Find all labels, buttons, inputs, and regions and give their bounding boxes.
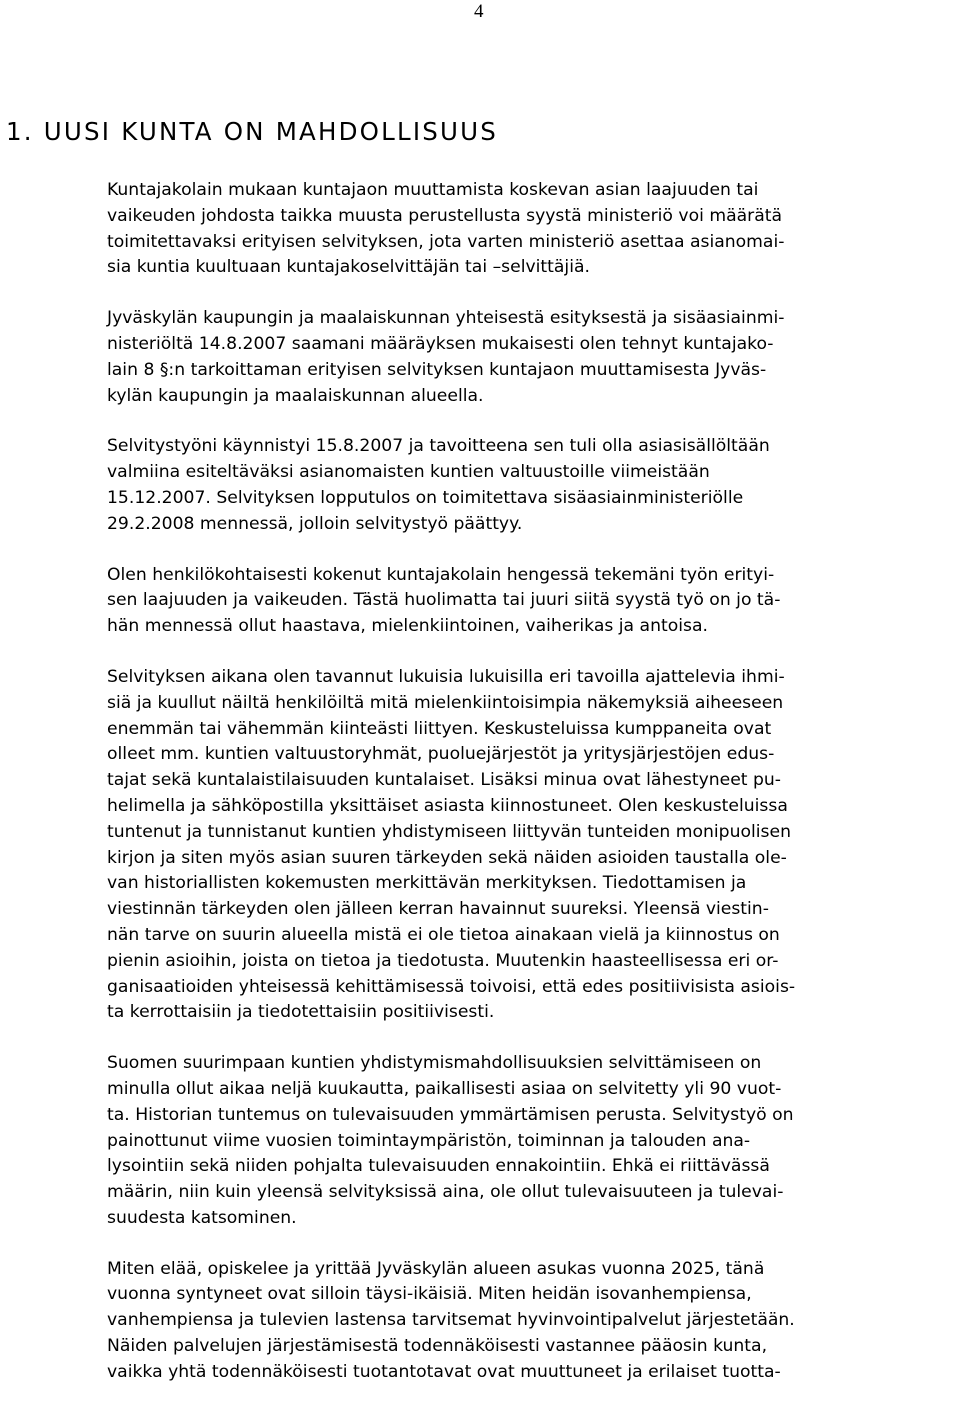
section-title: UUSI KUNTA ON MAHDOLLISUUS	[43, 117, 499, 146]
text-line: vanhempiensa ja tulevien lastensa tarvitsemat hyvinvointipalvelut järjestetään.	[107, 1310, 795, 1331]
paragraph	[107, 1257, 959, 1386]
section-heading	[6, 116, 498, 148]
text-line: Miten elää, opiskelee ja yrittää Jyväskylän alueen asukas vuonna 2025, tänä	[107, 1258, 765, 1279]
page-number: 4	[474, 1, 484, 22]
text-line: sia kuntia kuultuaan kuntajakoselvittäjän tai –selvittäjiä.	[107, 257, 590, 278]
text-line: siä ja kuullut näiltä henkilöiltä mitä mielenkiintoisimpia näkemyksiä aiheeseen	[107, 692, 784, 713]
text-line: sen laajuuden ja vaikeuden. Tästä huolimatta tai juuri siitä syystä työ on jo tä-	[107, 590, 781, 611]
paragraph	[107, 563, 959, 640]
text-line: vuonna syntyneet ovat silloin täysi-ikäisiä. Miten heidän isovanhempiensa,	[107, 1284, 752, 1305]
text-line: helimella ja sähköpostilla yksittäiset asiasta kiinnostuneet. Olen keskusteluissa	[107, 795, 788, 816]
text-line: Näiden palvelujen järjestämisestä todennäköisesti vastannee pääosin kunta,	[107, 1336, 768, 1357]
text-line: ganisaatioiden yhteisessä kehittämisessä toivoisi, että edes positiivisista asiois-	[107, 976, 796, 997]
body-text	[107, 178, 959, 1411]
text-line: kirjon ja siten myös asian suuren tärkeyden sekä näiden asioiden taustalla ole-	[107, 847, 787, 868]
text-line: 15.12.2007. Selvityksen lopputulos on toimitettava sisäasiainministeriölle	[107, 487, 744, 508]
text-line: 29.2.2008 mennessä, jolloin selvitystyö päättyy.	[107, 513, 523, 534]
text-line: Suomen suurimpaan kuntien yhdistymismahdollisuuksien selvittämiseen on	[107, 1053, 762, 1074]
paragraph	[107, 306, 959, 409]
paragraph	[107, 434, 959, 537]
paragraph	[107, 178, 959, 281]
text-line: vaikeuden johdosta taikka muusta perustellusta syystä ministeriö voi määrätä	[107, 205, 783, 226]
text-line: nän tarve on suurin alueella mistä ei ole tietoa ainakaan vielä ja kiinnostus on	[107, 924, 780, 945]
text-line: suudesta katsominen.	[107, 1207, 297, 1228]
section-number: 1.	[6, 117, 34, 146]
text-line: Kuntajakolain mukaan kuntajaon muuttamista koskevan asian laajuuden tai	[107, 180, 759, 200]
paragraph	[107, 1051, 959, 1232]
text-line: minulla ollut aikaa neljä kuukautta, paikallisesti asiaa on selvitetty yli 90 vuot-	[107, 1078, 782, 1099]
text-line: hän mennessä ollut haastava, mielenkiintoinen, vaiherikas ja antoisa.	[107, 616, 708, 637]
text-line: Jyväskylän kaupungin ja maalaiskunnan yhteisestä esityksestä ja sisäasiainmi-	[107, 308, 785, 329]
text-line: lain 8 §:n tarkoittaman erityisen selvityksen kuntajaon muuttamisesta Jyväs-	[107, 359, 767, 380]
text-line: toimitettavaksi erityisen selvityksen, jota varten ministeriö asettaa asianomai-	[107, 231, 785, 252]
text-line: ta kerrottaisiin ja tiedotettaisiin positiivisesti.	[107, 1002, 495, 1023]
text-line: ta. Historian tuntemus on tulevaisuuden ymmärtämisen perusta. Selvitystyö on	[107, 1104, 794, 1125]
text-line: painottunut viime vuosien toimintaympäristön, toiminnan ja talouden ana-	[107, 1130, 751, 1151]
text-line: van historiallisten kokemusten merkittävän merkityksen. Tiedottamisen ja	[107, 873, 747, 894]
text-line: nisteriöltä 14.8.2007 saamani määräyksen mukaisesti olen tehnyt kuntajako-	[107, 333, 774, 354]
text-line: olleet mm. kuntien valtuustoryhmät, puoluejärjestöt ja yritysjärjestöjen edus-	[107, 744, 775, 765]
text-line: vaikka yhtä todennäköisesti tuotantotavat ovat muuttuneet ja erilaiset tuotta-	[107, 1361, 781, 1382]
text-line: Selvityksen aikana olen tavannut lukuisia lukuisilla eri tavoilla ajattelevia ihmi-	[107, 666, 785, 687]
text-line: kylän kaupungin ja maalaiskunnan alueella.	[107, 385, 484, 406]
text-line: enemmän tai vähemmän kiinteästi liittyen. Keskusteluissa kumppaneita ovat	[107, 718, 772, 739]
paragraph	[107, 665, 959, 1026]
text-line: tuntenut ja tunnistanut kuntien yhdistymiseen liittyvän tunteiden monipuolisen	[107, 821, 791, 842]
text-line: valmiina esiteltäväksi asianomaisten kuntien valtuustoille viimeistään	[107, 462, 710, 483]
text-line: Olen henkilökohtaisesti kokenut kuntajakolain hengessä tekemäni työn erityi-	[107, 564, 775, 585]
text-line: tajat sekä kuntalaistilaisuuden kuntalaiset. Lisäksi minua ovat lähestyneet pu-	[107, 770, 782, 791]
text-line: määrin, niin kuin yleensä selvityksissä aina, ole ollut tulevaisuuteen ja tulevai-	[107, 1182, 784, 1203]
text-line: pienin asioihin, joista on tietoa ja tiedotusta. Muutenkin haasteellisessa eri or-	[107, 950, 779, 971]
text-line: lysointiin sekä niiden pohjalta tulevaisuuden ennakointiin. Ehkä ei riittävässä	[107, 1156, 770, 1177]
text-line: Selvitystyöni käynnistyi 15.8.2007 ja tavoitteena sen tuli olla asiasisällöltään	[107, 436, 770, 457]
text-line: viestinnän tärkeyden olen jälleen kerran havainnut suureksi. Yleensä viestin-	[107, 899, 769, 920]
